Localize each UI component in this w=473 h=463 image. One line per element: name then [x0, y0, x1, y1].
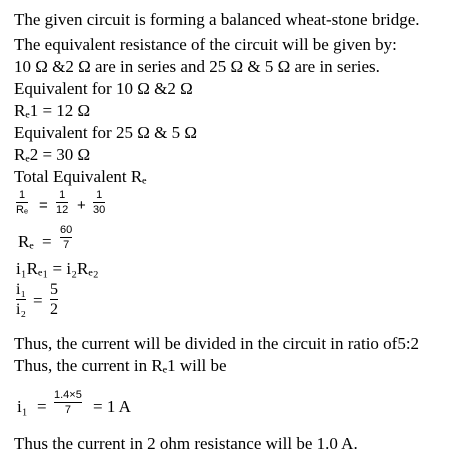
eq2-lhs: Rₑ: [18, 232, 34, 251]
eq1-term2-numerator: 1: [96, 189, 103, 201]
fraction-bar: [16, 299, 26, 300]
eq5-fraction: [54, 389, 82, 416]
line-equivalent-resistance: The equivalent resistance of the circuit will be given by:: [14, 35, 397, 54]
line-ratio-statement: Thus, the current will be divided in the circuit in ratio of5:2: [14, 334, 420, 353]
eq1-term1-fraction: [56, 189, 68, 216]
eq4-lhs-fraction: [16, 281, 26, 318]
eq5-result: = 1 A: [93, 397, 131, 416]
eq4-lhs-numerator: i₁: [16, 281, 27, 298]
fraction-bar: [93, 202, 105, 203]
line-equivalent-25-5: Equivalent for 25 Ω & 5 Ω: [14, 123, 197, 142]
eq2-equals: =: [42, 232, 52, 251]
eq5-numerator: 1.4×5: [54, 389, 82, 401]
eq1-lhs-denominator: Rₑ: [16, 204, 29, 216]
eq1-term1-denominator: 12: [56, 204, 69, 216]
fraction-bar: [56, 202, 68, 203]
line-series-statement: 10 Ω &2 Ω are in series and 25 Ω & 5 Ω are in series.: [14, 57, 380, 76]
line-balanced-bridge: The given circuit is forming a balanced wheat-stone bridge.: [14, 10, 420, 29]
eq5-lhs: i₁: [17, 397, 28, 416]
eq2-fraction: [60, 224, 72, 251]
line-total-equivalent: Total Equivalent Rₑ: [14, 167, 147, 186]
fraction-bar: [60, 237, 72, 238]
line-current-in-re1: Thus, the current in Rₑ1 will be: [14, 356, 227, 375]
eq1-equals: =: [39, 197, 48, 214]
eq5-equals: =: [37, 397, 47, 416]
eq4-rhs-numerator: 5: [50, 281, 58, 298]
eq4-lhs-denominator: i₂: [16, 301, 27, 318]
eq2-denominator: 7: [63, 239, 70, 251]
eq2-numerator: 60: [60, 224, 73, 236]
fraction-bar: [50, 299, 58, 300]
eq1-term2-fraction: [93, 189, 105, 216]
line-equivalent-10-2: Equivalent for 10 Ω &2 Ω: [14, 79, 193, 98]
eq5-denominator: 7: [64, 404, 71, 416]
eq1-term1-numerator: 1: [59, 189, 66, 201]
line-final-answer: Thus the current in 2 ohm resistance will be 1.0 A.: [14, 434, 358, 453]
fraction-bar: [54, 402, 82, 403]
eq3-current-resistance-relation: i₁Rₑ₁ = i₂Rₑ₂: [16, 259, 99, 278]
eq1-term2-denominator: 30: [93, 204, 106, 216]
fraction-bar: [16, 202, 28, 203]
eq4-rhs-fraction: [50, 281, 58, 318]
line-re1-value: Rₑ1 = 12 Ω: [14, 101, 91, 120]
eq1-plus: +: [77, 197, 86, 214]
eq4-rhs-denominator: 2: [50, 301, 58, 318]
eq1-lhs-fraction: [16, 189, 28, 216]
eq4-equals: =: [33, 291, 43, 310]
line-re2-value: Rₑ2 = 30 Ω: [14, 145, 91, 164]
eq1-lhs-numerator: 1: [18, 189, 26, 201]
